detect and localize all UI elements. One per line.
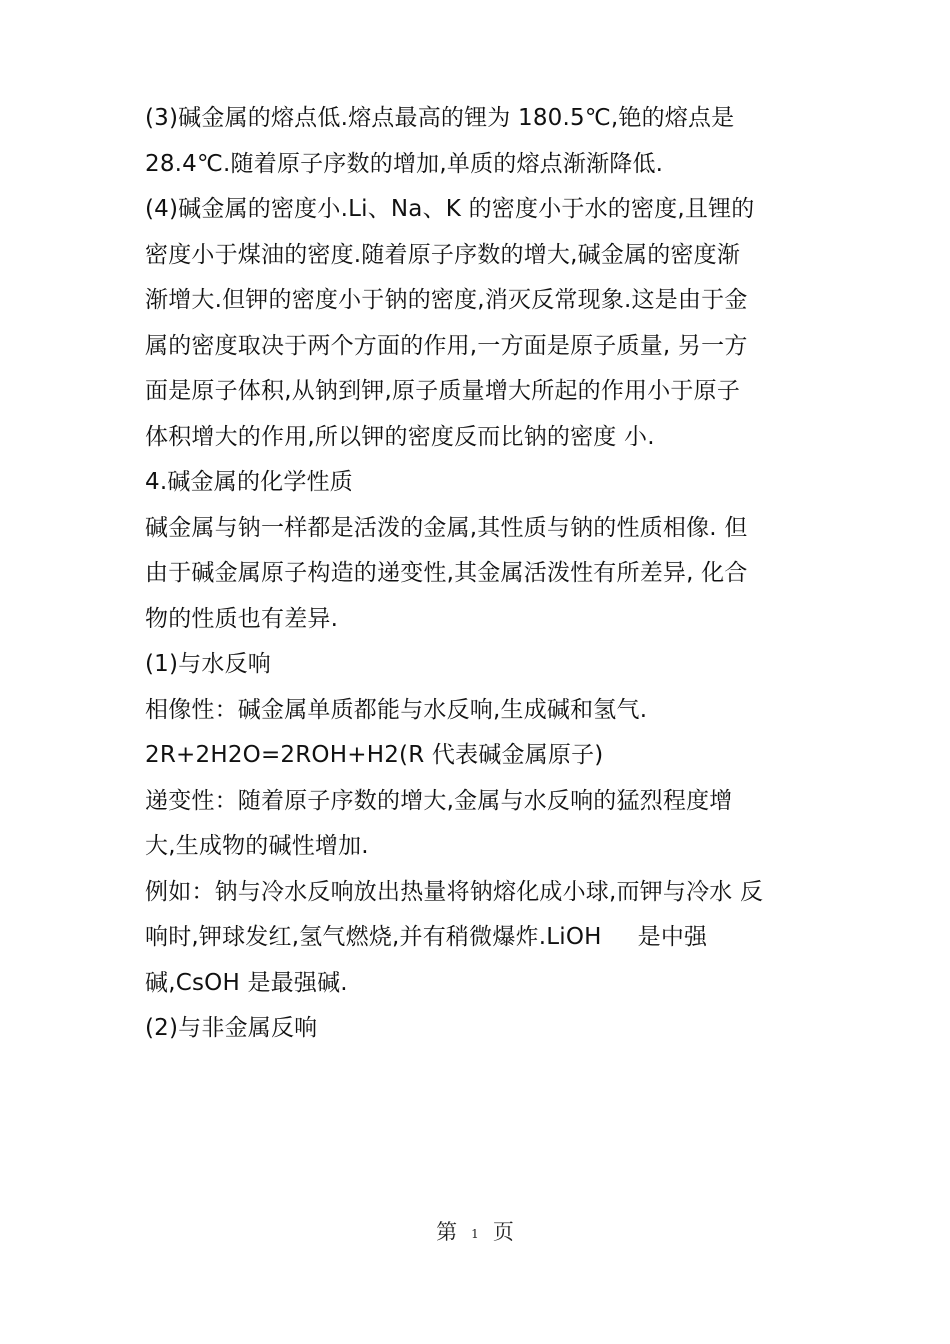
subsection-heading: (1)与水反响: [145, 651, 271, 677]
text-line: (3)碱金属的熔点低.熔点最高的锂为 180.5℃,铯的熔点是: [145, 105, 735, 131]
text-segment: 是中强: [637, 924, 708, 950]
text-line: 由于碱金属原子构造的递变性,其金属活泼性有所差异, 化合: [145, 560, 748, 586]
text-line: 渐增大.但钾的密度小于钠的密度,消灭反常现象.这是由于金: [145, 287, 748, 313]
subsection-heading: (2)与非金属反响: [145, 1015, 318, 1041]
text-line: 例如：钠与冷水反响放出热量将钠熔化成小球,而钾与冷水 反: [145, 878, 764, 905]
text-line: (4)碱金属的密度小.Li、Na、K 的密度小于水的密度,且锂的: [145, 196, 755, 222]
text-line: 物的性质也有差异.: [145, 605, 339, 632]
text-segment: 响时,钾球发红,氢气燃烧,并有稍微爆炸.LiOH: [145, 924, 602, 950]
page-footer: [0, 1216, 950, 1246]
text-line: 属的密度取决于两个方面的作用,一方面是原子质量, 另一方: [145, 332, 748, 359]
text-line: 碱金属与钠一样都是活泼的金属,其性质与钠的性质相像. 但: [145, 514, 748, 541]
document-body: [145, 96, 825, 1052]
text-line: 递变性：随着原子序数的增大,金属与水反响的猛烈程度增: [145, 787, 733, 814]
footer-suffix: 页: [492, 1220, 514, 1244]
text-line: 大,生成物的碱性增加.: [145, 833, 369, 859]
text-line: 密度小于煤油的密度.随着原子序数的增大,碱金属的密度渐: [145, 241, 741, 268]
equation-line: 2R+2H2O=2ROH+H2(R 代表碱金属原子): [145, 742, 604, 768]
footer-prefix: 第: [436, 1220, 458, 1244]
text-line: 相像性：碱金属单质都能与水反响,生成碱和氢气.: [145, 696, 648, 723]
text-line: 面是原子体积,从钠到钾,原子质量增大所起的作用小于原子: [145, 378, 741, 404]
text-line: 28.4℃.随着原子序数的增加,单质的熔点渐渐降低.: [145, 150, 664, 177]
page-number: 1: [471, 1226, 479, 1241]
section-heading: 4.碱金属的化学性质: [145, 469, 353, 495]
text-line: [145, 915, 825, 961]
text-line: 碱,CsOH 是最强碱.: [145, 969, 348, 996]
text-line: 体积增大的作用,所以钾的密度反而比钠的密度 小.: [145, 423, 655, 450]
